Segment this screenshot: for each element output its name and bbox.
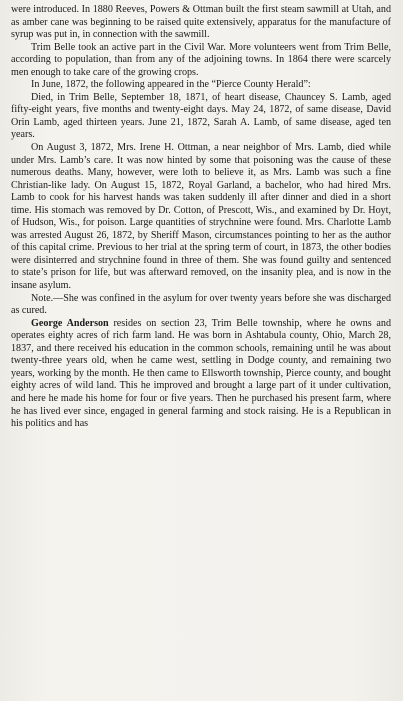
paragraph-death-notice: Died, in Trim Belle, September 18, 1871, of heart disease, Chauncey S. Lamb, aged fifty-eight years, five months and twenty-eight days. May 24, 1872, of same disease, David Orin Lamb, aged thirteen years. June 21, 1872, Sarah A. Lamb, of same disease, aged ten years. <box>11 91 391 141</box>
biography-name: George Anderson <box>31 317 109 329</box>
paragraph-anderson-bio <box>11 318 391 431</box>
paragraph-lamb-case: On August 3, 1872, Mrs. Irene H. Ottman, a near neighbor of Mrs. Lamb, died while under Mrs. Lamb’s care. It was now hinted by some that poisoning was the cause of these numerous deaths. Many, however, were loth to believe it, as Mrs. Lamb was such a fine Christian-like lady. On August 15, 1872, Royal Garland, a bachelor, who had hired Mrs. Lamb to cook for his harvest hands was taken suddenly ill after dinner and died in a short time. His stomach was removed by Dr. Cotton, of Prescott, Wis., and examined by Dr. Hoyt, of Hudson, Wis., for poison. Large quantities of strychnine were found. Mrs. Charlotte Lamb was arrested August 26, 1872, by Sheriff Mason, circumstances pointing to her as the author of this capital crime. Previous to her trial at the spring term of court, in 1873, the other bodies were disinterred and strychnine found in three of them. She was found guilty and sentenced to state’s prison for life, but was afterward removed, on the insanity plea, and is now in the insane asylum. <box>11 142 391 292</box>
paragraph-herald-intro: In June, 1872, the following appeared in the “Pierce County Herald”: <box>31 79 311 91</box>
biography-text: resides on section 23, Trim Belle township, where he owns and operates eighty acres of rich farm land. He was born in Ashtabula county, Ohio, March 28, 1837, and there received his education in the common schools, remaining until he was about twenty-three years old, when he came west, settling in Dodge county, and remaining two years, working by the month. He then came to Ellsworth township, Pierce county, and bought eighty acres of wild land. This he improved and brought a large part of it under cultivation, and here he made his home for four or five years. Then he purchased his present farm, where he has lived ever since, engaged in general farming and stock raising. He is a Republican in his politics and has <box>11 317 391 430</box>
paragraph-sawmill: were introduced. In 1880 Reeves, Powers & Ottman built the first steam sawmill at Utah, and as amber cane was beginning to be raised quite extensively, apparatus for the manufacture of syrup was put in, in connection with the sawmill. <box>11 4 391 41</box>
paragraph-civil-war: Trim Belle took an active part in the Civil War. More volunteers went from Trim Belle, according to population, than from any of the adjoining towns. In 1864 there were scarcely men enough to take care of the growing crops. <box>11 41 391 78</box>
paragraph-note: Note.—She was confined in the asylum for over twenty years before she was discharged as cured. <box>11 292 391 317</box>
